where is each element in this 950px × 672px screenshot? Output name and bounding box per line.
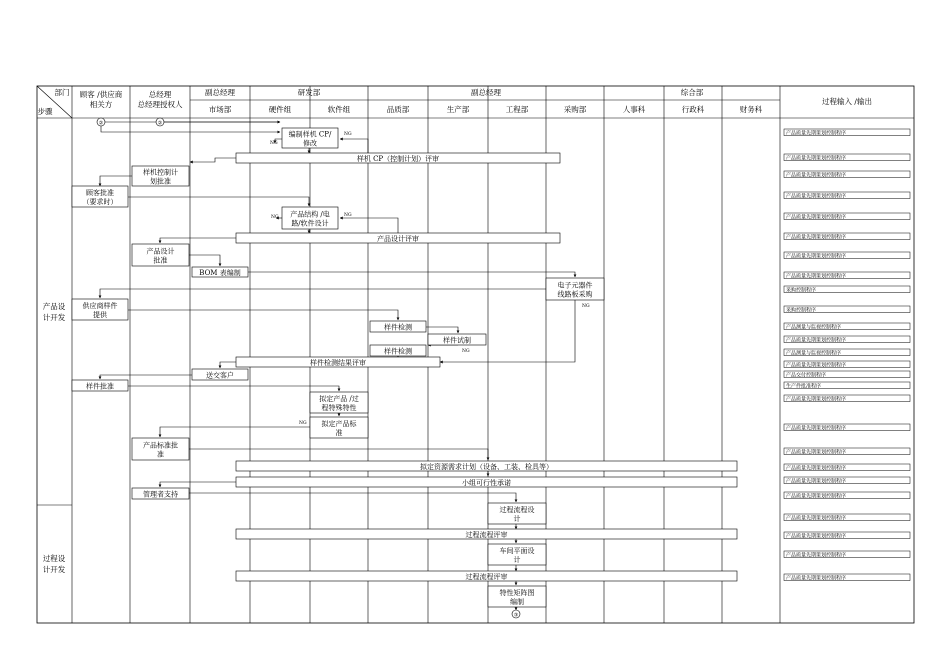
process-box-label: 电子元器件 <box>557 281 593 290</box>
review-band-label: 过程流程评审 <box>465 531 508 539</box>
process-box-label: 拟定产品 /过 <box>319 395 359 403</box>
io-document-label: 产品质量先期策划控制程序 <box>786 172 847 179</box>
review-band-label: 样机 CP（控制计划）评审 <box>356 155 440 163</box>
flow-arrow <box>220 362 236 368</box>
header-vice-gm-2: 副总经理 <box>471 88 501 97</box>
io-document-label: 产品质量先期策划控制程序 <box>786 396 847 403</box>
process-box-label-2: 划批准 <box>150 177 171 186</box>
flow-arrow <box>160 238 236 243</box>
io-document-label: 采购控制程序 <box>786 287 817 294</box>
flow-arrow <box>128 197 309 206</box>
io-document-label: 采购控制程序 <box>786 307 817 314</box>
phase-process-design-2: 计开发 <box>42 565 66 574</box>
header-dept-3: 品质部 <box>386 105 410 114</box>
process-box-label: 供应商样件 <box>82 302 118 310</box>
process-box-label: 拟定产品标 <box>321 420 357 428</box>
ng-label: NG <box>344 132 352 137</box>
header-vice-gm-1: 副总经理 <box>205 88 235 97</box>
process-box-label-2: 批准 <box>153 256 168 265</box>
phase-process-design: 过程设 <box>42 554 66 563</box>
io-document-label: 产品质量先期策划控制程序 <box>786 253 847 260</box>
io-document-label: 产品测量与监视控制程序 <box>786 324 842 331</box>
process-box-label: 样机控制计 <box>143 168 178 177</box>
io-document-column <box>784 129 910 581</box>
process-box-label: 过程流程设 <box>499 506 535 514</box>
dept-label: 部门 <box>54 88 70 97</box>
process-box-label: 车间平面设 <box>499 547 535 555</box>
connector-label: ② <box>157 120 163 127</box>
flow-arrow <box>160 482 236 487</box>
process-box-label: 样件检测 <box>384 323 412 332</box>
review-band-label: 过程流程评审 <box>465 573 508 581</box>
io-document-label: 产品质量先期策划控制程序 <box>786 155 847 162</box>
connector-label: ③ <box>513 612 519 619</box>
header-io: 过程输入 /输出 <box>822 97 872 106</box>
io-document-label: 产品质量先期策划控制程序 <box>786 193 847 200</box>
process-box-label: 样件检测 <box>384 347 412 356</box>
ng-label: NG <box>299 421 307 426</box>
step-label: 步骤 <box>37 107 53 116</box>
process-box-label: 送交客户 <box>206 371 234 380</box>
flow-arrow <box>189 449 488 460</box>
flow-arrow <box>128 386 339 391</box>
process-box-label: 产品设计 <box>146 247 175 256</box>
header-dept-6: 采购部 <box>563 105 587 114</box>
phase-product-design: 产品设 <box>42 302 66 311</box>
ng-label: NG <box>344 213 352 218</box>
header-dept-0: 市场部 <box>208 105 232 114</box>
ng-label: NG <box>270 141 278 146</box>
review-band-label: 小组可行性承诺 <box>462 479 511 487</box>
connector-label: ② <box>98 120 104 127</box>
header-dept-8: 行政科 <box>681 105 705 114</box>
io-document-label: 产品质量先期策划控制程序 <box>786 493 847 500</box>
process-box-label: 样件试制 <box>443 336 471 345</box>
header-gm-sub: 总经理授权人 <box>137 100 183 109</box>
ng-label: NG <box>462 349 470 354</box>
io-document-label: 产品质量先期策划控制程序 <box>786 362 847 369</box>
process-box-label: 编制样机 CP/ <box>288 130 332 139</box>
process-box-label-2: 线路板采购 <box>557 290 593 299</box>
flow-arrow <box>340 139 368 153</box>
process-box-label-2: 提供 <box>93 311 107 319</box>
io-document-label: 生产件批准程序 <box>786 383 822 390</box>
io-document-label: 产品质量先期策划控制程序 <box>786 425 847 432</box>
io-document-label: 产品质量先期策划控制程序 <box>786 214 847 221</box>
header-gm: 总经理 <box>148 90 172 99</box>
process-box-label-2: 路/软件设计 <box>291 219 329 228</box>
io-document-label: 产品交付控制程序 <box>786 372 827 379</box>
header-general: 综合部 <box>680 88 704 97</box>
io-document-label: 产品质量先期策划控制程序 <box>786 575 847 582</box>
ng-label: NG <box>582 304 590 309</box>
header-customer-sub: 相关方 <box>89 100 113 109</box>
header-dept-2: 软件组 <box>327 105 351 114</box>
header-dept-4: 生产部 <box>446 105 470 114</box>
process-box-label-2: 编制 <box>510 598 524 606</box>
process-box-label-2: 修改 <box>303 139 317 148</box>
header-customer: 顾客 /供应商 <box>79 90 123 99</box>
io-document-label: 产品质量先期策划控制程序 <box>786 337 847 344</box>
header-dept-9: 财务科 <box>739 105 763 114</box>
review-band-label: 拟定资源需求计划（设备、工装、检具等） <box>420 463 553 471</box>
io-document-label: 产品质量先期策划控制程序 <box>786 234 847 241</box>
process-box-label-2: 计 <box>513 515 521 523</box>
io-document-label: 产品质量先期策划控制程序 <box>786 465 847 472</box>
process-box-label: 顾客批准 <box>86 189 114 197</box>
io-document-label: 产品质量先期策划控制程序 <box>786 533 847 540</box>
process-box-label: 特性矩阵图 <box>499 589 535 597</box>
review-band-label: 产品设计评审 <box>377 235 419 243</box>
ng-label: NG <box>271 215 279 220</box>
process-box-label: BOM 表编制 <box>199 269 241 277</box>
process-box-label: 产品标准批 <box>143 441 178 450</box>
io-document-label: 产品质量先期策划控制程序 <box>786 515 847 522</box>
io-document-label: 产品质量先期策划控制程序 <box>786 130 847 137</box>
header-dept-5: 工程部 <box>505 105 529 114</box>
flow-arrow <box>100 176 132 186</box>
flow-arrow <box>100 375 192 379</box>
phase-product-design-2: 计开发 <box>42 313 66 322</box>
io-document-label: 产品质量先期策划控制程序 <box>786 552 847 559</box>
process-box-label-2: 程特殊特性 <box>321 404 357 412</box>
process-box-label: 样件批准 <box>86 382 114 391</box>
header-rd: 研发部 <box>297 88 321 97</box>
flow-arrow <box>100 289 546 298</box>
flow-arrow <box>248 272 575 277</box>
flow-arrow <box>426 327 458 333</box>
flow-arrow <box>128 310 398 320</box>
flow-arrow <box>190 158 236 162</box>
flow-arrow <box>160 427 310 437</box>
process-box-label: 产品结构 /电 <box>290 210 330 219</box>
header-dept-1: 硬件组 <box>268 105 292 114</box>
io-document-label: 产品质量先期策划控制程序 <box>786 449 847 456</box>
process-box-label-2: 准 <box>335 429 343 437</box>
io-document-label: 产品质量先期策划控制程序 <box>786 478 847 485</box>
flow-arrow <box>101 126 280 132</box>
process-box-label-2: 计 <box>513 556 521 564</box>
flow-arrow <box>189 255 220 266</box>
process-boxes <box>72 118 604 619</box>
review-band-label: 样件检测结果评审 <box>310 359 366 367</box>
header-dept-7: 人事科 <box>622 105 646 114</box>
flow-arrow <box>340 218 398 233</box>
process-box-label-2: （要求时） <box>82 198 118 206</box>
process-box-label: 管理者支持 <box>143 490 178 499</box>
flow-arrow <box>440 300 575 362</box>
io-document-label: 产品质量先期策划控制程序 <box>786 273 847 280</box>
process-box-label-2: 准 <box>157 450 164 459</box>
flow-arrow <box>189 493 516 502</box>
io-document-label: 产品测量与监视控制程序 <box>786 350 842 357</box>
